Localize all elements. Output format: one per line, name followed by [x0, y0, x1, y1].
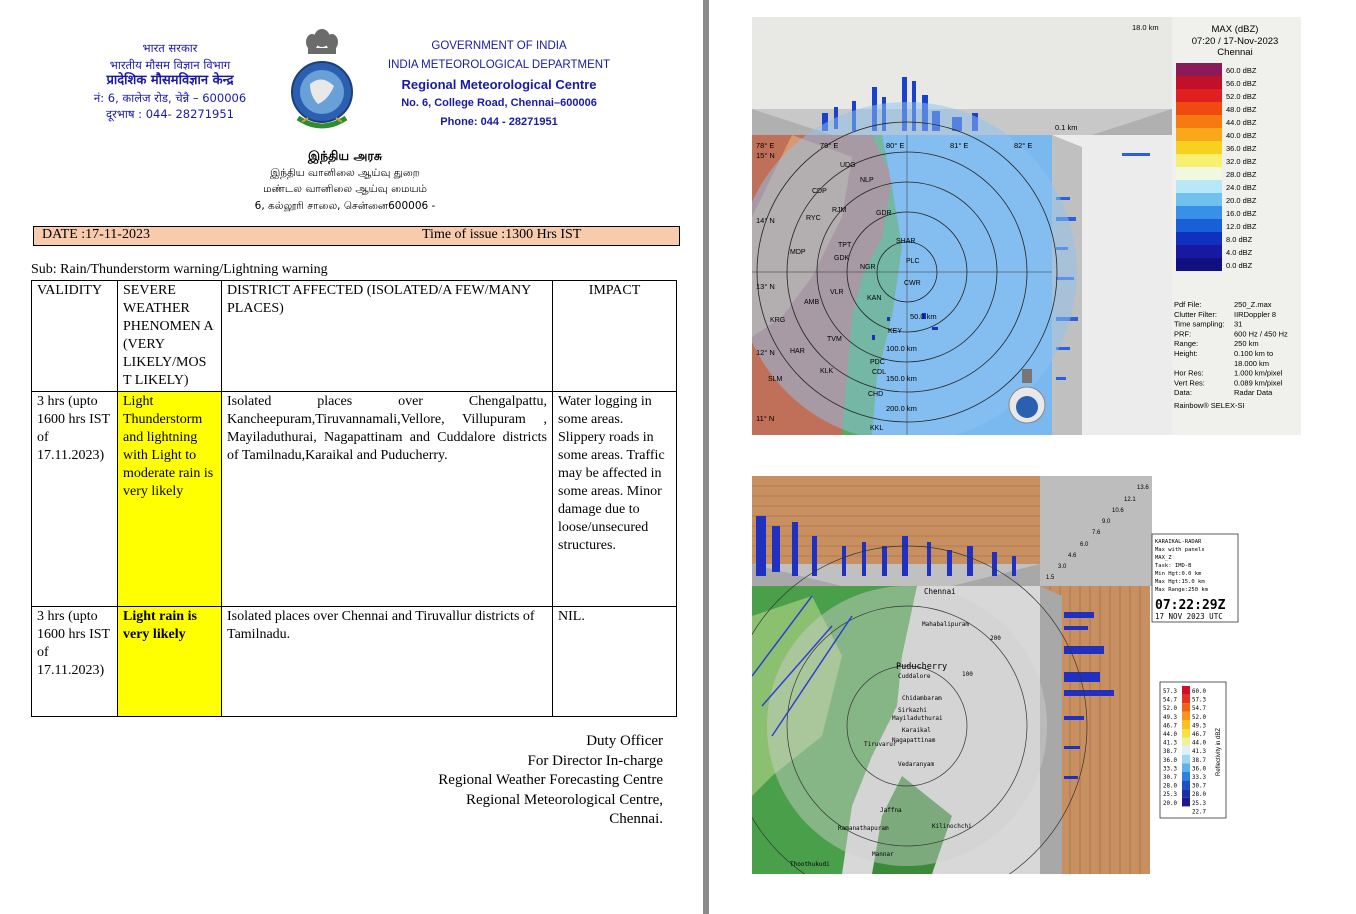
- tamil-letterhead: [230, 148, 460, 214]
- legend-label: 38.7: [1163, 749, 1177, 756]
- legend-swatch: [1182, 789, 1190, 798]
- legend-swatch: [1176, 206, 1222, 219]
- table-row: [32, 607, 677, 717]
- legend-swatch: [1182, 763, 1190, 772]
- lon-label: 79° E: [820, 141, 839, 150]
- subject-line: Sub: Rain/Thunderstorm warning/Lightning warning: [31, 262, 328, 277]
- legend-swatch: [1182, 712, 1190, 721]
- english-line-2: INDIA METEOROLOGICAL DEPARTMENT: [387, 59, 611, 71]
- svg-text:PLC: PLC: [906, 258, 920, 265]
- table-header-row: [32, 281, 677, 392]
- legend-swatch: [1182, 695, 1190, 704]
- info-value: 250 km: [1234, 339, 1259, 349]
- legend-swatch: [1176, 245, 1222, 258]
- radar1-time: 07:20 / 17-Nov-2023: [1191, 36, 1279, 47]
- legend-label: 54.7: [1192, 706, 1206, 713]
- svg-text:Vedaranyam: Vedaranyam: [898, 761, 935, 768]
- legend-label: 20.0: [1163, 800, 1177, 807]
- lat-label: 14° N: [756, 216, 775, 225]
- header-impact: IMPACT: [553, 281, 677, 392]
- svg-text:Max Hgt:15.0 km: Max Hgt:15.0 km: [1155, 579, 1205, 585]
- legend-label: 36.0: [1163, 757, 1177, 764]
- svg-text:CDL: CDL: [872, 369, 887, 376]
- legend-swatch: [1176, 89, 1222, 102]
- info-key: Vert Res:: [1174, 378, 1205, 388]
- legend-label: 38.7: [1192, 757, 1206, 764]
- svg-text:AMB: AMB: [804, 299, 820, 306]
- table-row: [32, 392, 677, 607]
- legend-label: 36.0 dBZ: [1226, 144, 1257, 153]
- legend-label: 22.7: [1192, 809, 1206, 816]
- header-phenomena: SEVERE WEATHER PHENOMEN A (VERY LIKELY/MOS T LIKELY): [118, 281, 222, 392]
- row1-districts: Isolated places over Chengalpattu, Kancheepuram,Tiruvannamali,Vellore, Villupuram , Mayiladuthurai, Nagapattinam and Cuddalore districts of Tamilnadu,Karaikal and Puducherry.: [222, 392, 553, 607]
- svg-text:MAX_Z: MAX_Z: [1155, 555, 1172, 561]
- tamil-line-2: இந்திய வானிலை ஆய்வு துறை: [270, 166, 420, 179]
- lon-label: 80° E: [886, 141, 905, 150]
- svg-text:GDR: GDR: [876, 210, 892, 217]
- legend-label: 30.7: [1163, 775, 1177, 781]
- legend-swatch: [1176, 128, 1222, 141]
- legend-label: 16.0 dBZ: [1226, 209, 1257, 218]
- info-value: 18.000 km: [1234, 358, 1270, 368]
- info-key: Clutter Filter:: [1174, 309, 1217, 319]
- info-key: Pdf File:: [1174, 300, 1202, 309]
- info-value: 31: [1234, 319, 1243, 329]
- svg-text:RJM: RJM: [832, 207, 847, 214]
- svg-text:13.6: 13.6: [1137, 485, 1149, 491]
- svg-text:10.6: 10.6: [1112, 508, 1124, 514]
- tamil-line-3: மண்டல வானிலை ஆய்வு மையம்: [263, 183, 427, 195]
- svg-text:SHAR: SHAR: [896, 238, 916, 245]
- issue-time: Time of issue :1300 Hrs IST: [422, 227, 582, 242]
- legend-label: 40.0 dBZ: [1226, 131, 1257, 140]
- hindi-line-3: प्रादेशिक मौसमविज्ञान केन्द्र: [106, 73, 234, 88]
- legend-label: 44.0 dBZ: [1226, 118, 1257, 127]
- row1-validity: 3 hrs (upto 1600 hrs IST of 17.11.2023): [32, 392, 118, 607]
- svg-text:UDG: UDG: [840, 162, 856, 169]
- legend-label: 52.0: [1163, 706, 1177, 713]
- tamil-line-1: இந்திய அரசு: [308, 148, 382, 163]
- svg-text:Jaffna: Jaffna: [880, 807, 902, 814]
- legend-label: 36.0: [1192, 766, 1206, 773]
- svg-text:Nagapattinam: Nagapattinam: [892, 737, 936, 744]
- svg-text:TPT: TPT: [838, 242, 852, 249]
- svg-text:Ramanathapuram: Ramanathapuram: [838, 825, 889, 832]
- svg-text:Task: IMD-B: Task: IMD-B: [1155, 563, 1192, 569]
- english-line-4: No. 6, College Road, Chennai–600006: [401, 97, 597, 109]
- lat-label: 13° N: [756, 282, 775, 291]
- english-letterhead: [384, 37, 614, 132]
- svg-text:PDC: PDC: [870, 359, 885, 366]
- row2-validity: 3 hrs (upto 1600 hrs IST of 17.11.2023): [32, 607, 118, 717]
- legend-swatch: [1176, 115, 1222, 128]
- info-key: Hor Res:: [1174, 368, 1204, 378]
- legend-label: 52.0: [1192, 714, 1206, 721]
- legend-label: 41.3: [1163, 740, 1177, 747]
- svg-text:12.1: 12.1: [1124, 497, 1136, 503]
- row2-phenomena: Light rain is very likely: [118, 607, 222, 717]
- legend-swatch: [1176, 102, 1222, 115]
- svg-text:Min Hgt:0.0 km: Min Hgt:0.0 km: [1155, 571, 1202, 577]
- legend-swatch: [1176, 167, 1222, 180]
- info-value: Radar Data: [1234, 388, 1273, 398]
- legend-swatch: [1176, 193, 1222, 206]
- svg-text:KEY: KEY: [888, 328, 903, 335]
- chennai-radar-image: [752, 17, 1301, 435]
- svg-text:Max with panels: Max with panels: [1155, 547, 1205, 553]
- legend-swatch: [1182, 738, 1190, 747]
- legend-label: 8.0 dBZ: [1226, 235, 1253, 244]
- svg-text:VLR: VLR: [830, 289, 844, 296]
- info-key: Height:: [1174, 349, 1198, 358]
- info-value: 600 Hz / 450 Hz: [1234, 329, 1288, 339]
- radar2-date: 17 NOV 2023 UTC: [1155, 612, 1223, 621]
- legend-swatch: [1176, 154, 1222, 167]
- svg-text:Chidambaram: Chidambaram: [902, 695, 942, 702]
- svg-text:4.6: 4.6: [1068, 553, 1077, 559]
- legend-label: 28.0: [1163, 783, 1177, 790]
- svg-text:KRG: KRG: [770, 317, 786, 324]
- radar1-title: MAX (dBZ): [1211, 24, 1259, 35]
- lat-label: 11° N: [756, 414, 775, 423]
- svg-text:GDK: GDK: [834, 255, 850, 262]
- legend-label: 46.7: [1163, 723, 1177, 730]
- info-key: Time sampling:: [1174, 319, 1225, 329]
- info-value: 1.000 km/pixel: [1234, 368, 1283, 378]
- legend-label: 56.0 dBZ: [1226, 79, 1257, 88]
- legend-label: 48.0 dBZ: [1226, 105, 1257, 114]
- svg-text:NLP: NLP: [860, 177, 874, 184]
- legend-label: 33.3: [1192, 775, 1206, 781]
- legend-swatch: [1182, 703, 1190, 712]
- legend-swatch: [1182, 729, 1190, 738]
- svg-text:Sirkazhi: Sirkazhi: [898, 707, 927, 714]
- svg-text:TVM: TVM: [827, 336, 842, 343]
- radar2-legend: [1163, 686, 1206, 815]
- row2-districts: Isolated places over Chennai and Tiruvallur districts of Tamilnadu.: [222, 607, 553, 717]
- legend-label: 20.0 dBZ: [1226, 196, 1257, 205]
- legend-label: 25.3: [1192, 800, 1206, 807]
- signature-line-5: Chennai.: [609, 811, 663, 827]
- info-key: PRF:: [1174, 329, 1192, 339]
- svg-text:Kilinochchi: Kilinochchi: [932, 823, 972, 830]
- legend-label: 33.3: [1163, 766, 1177, 773]
- svg-text:100: 100: [962, 671, 973, 678]
- signature-line-1: Duty Officer: [586, 733, 663, 749]
- legend-label: 12.0 dBZ: [1226, 222, 1257, 231]
- row2-impact: NIL.: [553, 607, 677, 717]
- top-height-label: 18.0 km: [1132, 23, 1159, 32]
- svg-text:MDP: MDP: [790, 249, 806, 256]
- svg-text:CDP: CDP: [812, 188, 827, 195]
- legend-label: 4.0 dBZ: [1226, 248, 1253, 257]
- svg-text:Karaikal: Karaikal: [902, 727, 931, 734]
- tamil-line-4: 6, கல்லூரி சாலை, சென்னை600006 -: [254, 199, 436, 212]
- legend-label: 54.7: [1163, 697, 1177, 704]
- svg-text:SLM: SLM: [768, 376, 783, 383]
- svg-text:9.0: 9.0: [1102, 519, 1111, 525]
- legend-label: 25.3: [1163, 792, 1177, 799]
- hindi-letterhead: [60, 40, 280, 123]
- svg-text:Cuddalore: Cuddalore: [898, 673, 931, 680]
- english-line-5: Phone: 044 - 28271951: [440, 116, 558, 128]
- legend-swatch: [1182, 686, 1190, 695]
- legend-label: 46.7: [1192, 732, 1206, 738]
- english-line-3: Regional Meteorological Centre: [401, 77, 597, 92]
- hindi-line-5: दूरभाष : 044- 28271951: [106, 107, 234, 121]
- svg-text:KLK: KLK: [820, 368, 834, 375]
- hindi-line-4: नं: 6, कालेज रोड, चेन्नै – 600006: [93, 90, 247, 105]
- legend-swatch: [1182, 746, 1190, 755]
- svg-text:KARAIKAL-RADAR: KARAIKAL-RADAR: [1155, 539, 1202, 545]
- legend-label: 57.3: [1163, 689, 1177, 695]
- signature-block: [380, 732, 663, 830]
- svg-text:HAR: HAR: [790, 348, 805, 355]
- legend-label: 44.0: [1192, 740, 1206, 747]
- date-label: DATE :17-11-2023: [42, 227, 150, 242]
- svg-text:RYC: RYC: [806, 215, 821, 222]
- legend-swatch: [1182, 720, 1190, 729]
- svg-text:Thoothukudi: Thoothukudi: [790, 861, 830, 868]
- date-bar: [33, 226, 680, 246]
- legend-swatch: [1176, 232, 1222, 245]
- legend-swatch: [1182, 755, 1190, 764]
- legend-label: 0.0 dBZ: [1226, 261, 1253, 270]
- lon-label: 81° E: [950, 141, 969, 150]
- radar2-legend-unit: Reflectivity in dBZ: [1216, 727, 1222, 776]
- svg-text:200: 200: [990, 635, 1001, 642]
- ring-label: 150.0 km: [886, 374, 917, 383]
- info-value: 0.100 km to: [1234, 349, 1274, 358]
- svg-text:7.6: 7.6: [1092, 530, 1101, 536]
- legend-swatch: [1176, 219, 1222, 232]
- svg-text:CHD: CHD: [868, 391, 884, 398]
- lat-label: 12° N: [756, 348, 775, 357]
- legend-label: 60.0 dBZ: [1226, 66, 1257, 75]
- hindi-line-1: भारत सरकार: [142, 41, 198, 55]
- header-districts: DISTRICT AFFECTED (ISOLATED/A FEW/MANY PLACES): [222, 281, 553, 392]
- signature-line-3: Regional Weather Forecasting Centre: [438, 772, 663, 788]
- page-divider: [703, 0, 709, 914]
- svg-text:3.0: 3.0: [1058, 564, 1067, 570]
- legend-swatch: [1182, 781, 1190, 790]
- legend-swatch: [1176, 258, 1222, 271]
- lat-label: 15° N: [756, 151, 775, 160]
- svg-text:Tiruvarur: Tiruvarur: [864, 741, 897, 748]
- legend-label: 49.3: [1163, 714, 1177, 721]
- legend-label: 49.3: [1192, 723, 1206, 730]
- warning-table: [31, 280, 677, 717]
- radar1-brand: Rainbow® SELEX-SI: [1174, 401, 1245, 410]
- header-validity: VALIDITY: [32, 281, 118, 392]
- legend-swatch: [1176, 63, 1222, 76]
- legend-swatch: [1182, 798, 1190, 807]
- svg-text:CWR: CWR: [904, 280, 921, 287]
- legend-label: 28.0: [1192, 792, 1206, 799]
- signature-line-4: Regional Meteorological Centre,: [465, 791, 663, 808]
- svg-text:Puducherry: Puducherry: [896, 662, 948, 672]
- ring-label: 50.0 km: [910, 312, 937, 321]
- legend-swatch: [1176, 180, 1222, 193]
- info-value: 0.089 km/pixel: [1234, 378, 1283, 388]
- english-line-1: GOVERNMENT OF INDIA: [431, 40, 567, 52]
- legend-swatch: [1176, 141, 1222, 154]
- lon-label: 82° E: [1014, 141, 1033, 150]
- radar2-time: 07:22:29Z: [1155, 598, 1226, 613]
- svg-text:Chennai: Chennai: [924, 587, 956, 596]
- hindi-line-2: भारतीय मौसम विज्ञान विभाग: [109, 57, 231, 72]
- info-key: Data:: [1174, 388, 1192, 398]
- legend-label: 60.0: [1192, 689, 1206, 695]
- legend-label: 52.0 dBZ: [1226, 92, 1257, 101]
- svg-text:Mahabalipuram: Mahabalipuram: [922, 621, 969, 628]
- info-key: Range:: [1174, 339, 1199, 349]
- legend-label: 41.3: [1192, 749, 1206, 756]
- legend-label: 44.0: [1163, 732, 1177, 738]
- legend-label: 24.0 dBZ: [1226, 183, 1257, 192]
- svg-text:NGR: NGR: [860, 264, 876, 271]
- ring-label: 200.0 km: [886, 404, 917, 413]
- imd-emblem-icon: [288, 26, 356, 134]
- ring-label: 100.0 km: [886, 344, 917, 353]
- svg-text:Max Range:250 km: Max Range:250 km: [1155, 587, 1208, 593]
- svg-text:1.5: 1.5: [1046, 575, 1055, 581]
- legend-label: 32.0 dBZ: [1226, 157, 1257, 166]
- signature-line-2: For Director In-charge: [527, 752, 663, 769]
- bottom-height-label: 0.1 km: [1055, 123, 1078, 132]
- row1-phenomena: Light Thunderstorm and lightning with Light to moderate rain is very likely: [118, 392, 222, 607]
- svg-text:Mayiladuthurai: Mayiladuthurai: [892, 715, 943, 722]
- legend-swatch: [1182, 772, 1190, 781]
- legend-swatch: [1176, 76, 1222, 89]
- row1-impact: Water logging in some areas. Slippery roads in some areas. Traffic may be affected in some areas. Minor damage due to loose/unsecured structures.: [553, 392, 677, 607]
- karaikal-radar-image: [752, 476, 1240, 874]
- svg-text:KKL: KKL: [870, 425, 884, 432]
- info-value: IIRDoppler 8: [1234, 309, 1277, 319]
- radar1-station: Chennai: [1217, 47, 1253, 58]
- svg-text:Mannar: Mannar: [872, 851, 894, 858]
- lon-label: 78° E: [756, 141, 775, 150]
- info-value: 250_Z.max: [1234, 300, 1272, 309]
- svg-text:KAN: KAN: [867, 295, 882, 302]
- legend-label: 28.0 dBZ: [1226, 170, 1257, 179]
- legend-label: 57.3: [1192, 697, 1206, 704]
- svg-text:6.0: 6.0: [1080, 542, 1089, 548]
- legend-label: 30.7: [1192, 783, 1206, 790]
